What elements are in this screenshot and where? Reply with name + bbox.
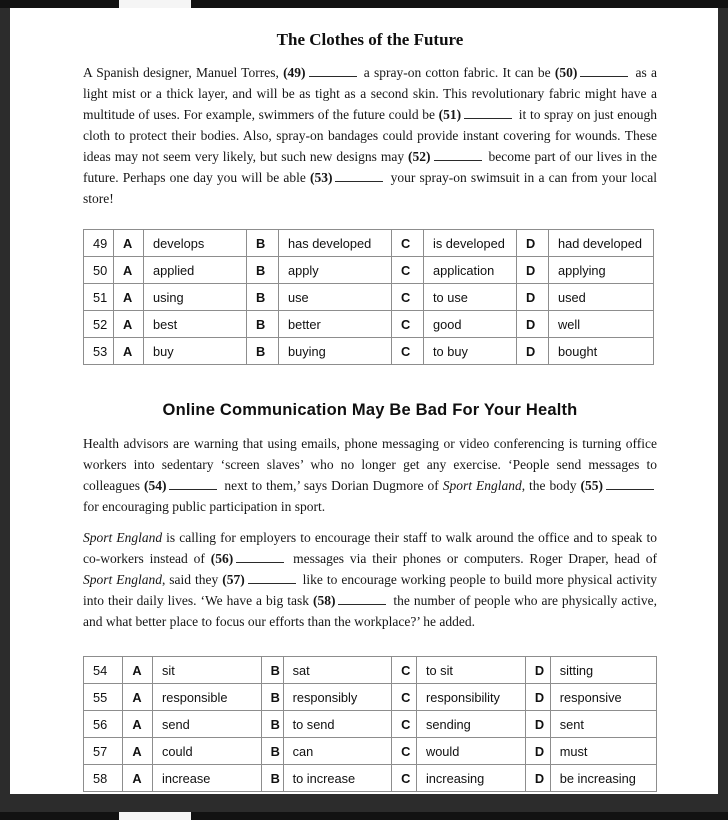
option-text: had developed xyxy=(549,230,654,257)
gap-number: (54) xyxy=(143,478,167,493)
passage1-title: The Clothes of the Future xyxy=(276,30,464,49)
option-text: to use xyxy=(424,284,517,311)
option-text: is developed xyxy=(424,230,517,257)
page-content xyxy=(83,8,657,792)
option-letter: A xyxy=(114,311,144,338)
passage-text-segment: , said they xyxy=(161,572,223,587)
option-letter: C xyxy=(392,230,424,257)
question-number: 50 xyxy=(84,257,114,284)
question-number: 49 xyxy=(84,230,114,257)
page-edge-tab-top xyxy=(119,0,191,8)
option-text: bought xyxy=(549,338,654,365)
passage-text-segment: like to encourage working people to build more physical activity into their daily lives. ‘We have a big task xyxy=(83,572,657,608)
options-table-2 xyxy=(83,656,657,792)
answer-blank xyxy=(338,594,386,605)
option-letter: A xyxy=(123,657,153,684)
question-number: 54 xyxy=(84,657,123,684)
option-text: send xyxy=(153,711,262,738)
option-row xyxy=(84,284,654,311)
option-letter: D xyxy=(525,657,550,684)
passage-text-segment: , the body xyxy=(521,478,581,493)
answer-blank xyxy=(335,171,383,182)
option-letter: C xyxy=(392,284,424,311)
option-letter: B xyxy=(247,230,279,257)
option-row xyxy=(84,684,657,711)
question-number: 52 xyxy=(84,311,114,338)
option-letter: B xyxy=(247,257,279,284)
page-edge-tab-bottom xyxy=(119,812,191,820)
question-number: 53 xyxy=(84,338,114,365)
answer-blank xyxy=(606,479,654,490)
question-number: 57 xyxy=(84,738,123,765)
option-letter: A xyxy=(123,684,153,711)
option-letter: A xyxy=(114,284,144,311)
passage-text-segment: the number of people who are physically active, and what better place to focus our efforts than the workplace?’ he added. xyxy=(83,593,657,629)
answer-blank xyxy=(434,150,482,161)
answer-blank xyxy=(248,573,296,584)
option-text: sent xyxy=(550,711,656,738)
option-row xyxy=(84,338,654,365)
option-row xyxy=(84,230,654,257)
option-letter: A xyxy=(123,765,153,792)
option-text: responsible xyxy=(153,684,262,711)
option-letter: D xyxy=(525,765,550,792)
option-letter: A xyxy=(123,711,153,738)
answer-blank xyxy=(464,108,512,119)
option-letter: B xyxy=(247,284,279,311)
passage-text-segment: your spray-on swimsuit in a can from your local store! xyxy=(83,170,657,206)
option-text: be increasing xyxy=(550,765,656,792)
gap-number: (56) xyxy=(210,551,234,566)
option-row xyxy=(84,738,657,765)
scan-edge-strip-bottom xyxy=(0,812,728,820)
answer-blank xyxy=(236,552,284,563)
passage-text-segment: Sport England xyxy=(442,478,522,493)
option-text: buy xyxy=(144,338,247,365)
option-text: must xyxy=(550,738,656,765)
option-text: to buy xyxy=(424,338,517,365)
passage-text-segment: A Spanish designer, Manuel Torres, xyxy=(83,65,284,80)
gap-number: (52) xyxy=(408,149,431,164)
passage1-text xyxy=(83,62,657,209)
options-table-2-body xyxy=(84,657,657,792)
option-letter: D xyxy=(517,284,549,311)
option-text: used xyxy=(549,284,654,311)
options-table-1-body xyxy=(84,230,654,365)
passage2-paragraph2 xyxy=(83,527,657,632)
option-text: use xyxy=(279,284,392,311)
option-row xyxy=(84,657,657,684)
option-letter: C xyxy=(392,711,417,738)
option-letter: D xyxy=(517,338,549,365)
gap-number: (58) xyxy=(312,593,336,608)
passage-text-segment: next to them,’ says Dorian Dugmore of xyxy=(220,478,443,493)
passage2-title: Online Communication May Be Bad For Your Health xyxy=(162,401,578,419)
option-letter: B xyxy=(261,684,283,711)
option-letter: A xyxy=(114,338,144,365)
passage-text-segment: Health advisors are warning that using emails, phone messaging or video conferencing is turning office workers into sedentary ‘screen slaves’ who no longer get any exercise. ‘People send messages to colleagues xyxy=(83,436,657,493)
option-text: applying xyxy=(549,257,654,284)
passage-text-segment: as a light mist or a thick layer, and will be as tight as a second skin. This revolutionary fabric might have a multitude of uses. For example, swimmers of the future could be xyxy=(83,65,657,122)
answer-blank xyxy=(309,66,357,77)
passage-text-segment: for encouraging public participation in sport. xyxy=(83,499,326,514)
option-letter: D xyxy=(517,230,549,257)
option-text: good xyxy=(424,311,517,338)
question-number: 51 xyxy=(84,284,114,311)
option-letter: B xyxy=(247,311,279,338)
answer-blank xyxy=(169,479,217,490)
option-letter: B xyxy=(247,338,279,365)
option-text: sitting xyxy=(550,657,656,684)
gap-number: (57) xyxy=(222,572,245,587)
passage-text-segment: Sport England xyxy=(83,530,163,545)
option-row xyxy=(84,765,657,792)
option-letter: D xyxy=(525,738,550,765)
option-letter: D xyxy=(517,311,549,338)
option-row xyxy=(84,711,657,738)
option-text: buying xyxy=(279,338,392,365)
passage-text-segment: become part of our lives in the future. Perhaps one day you will be able xyxy=(83,149,657,185)
passage-text-segment: a spray-on cotton fabric. It can be xyxy=(359,65,555,80)
option-text: increase xyxy=(153,765,262,792)
option-text: better xyxy=(279,311,392,338)
passage-text-segment: is calling for employers to encourage their staff to walk around the office and to speak to co-workers instead of xyxy=(83,530,657,566)
option-letter: C xyxy=(392,338,424,365)
question-number: 56 xyxy=(84,711,123,738)
gap-number: (51) xyxy=(438,107,462,122)
option-text: responsive xyxy=(550,684,656,711)
option-text: sending xyxy=(416,711,525,738)
option-letter: C xyxy=(392,657,417,684)
option-letter: C xyxy=(392,765,417,792)
option-text: using xyxy=(144,284,247,311)
option-letter: D xyxy=(517,257,549,284)
passage-text-segment: it to spray on just enough cloth to protect their bodies. Also, spray-on bandages could provide instant covering for wounds. These ideas may not seem very likely, but such new designs may xyxy=(83,107,657,164)
question-number: 58 xyxy=(84,765,123,792)
gap-number: (50) xyxy=(554,65,578,80)
option-text: would xyxy=(416,738,525,765)
option-letter: C xyxy=(392,738,417,765)
option-text: has developed xyxy=(279,230,392,257)
option-text: increasing xyxy=(416,765,525,792)
option-text: to increase xyxy=(283,765,392,792)
option-text: develops xyxy=(144,230,247,257)
scanned-exam-page xyxy=(10,8,718,794)
passage-text-segment: messages via their phones or computers. Roger Draper, head of xyxy=(287,551,657,566)
option-letter: A xyxy=(114,230,144,257)
option-letter: B xyxy=(261,711,283,738)
option-letter: D xyxy=(525,711,550,738)
question-number: 55 xyxy=(84,684,123,711)
option-text: apply xyxy=(279,257,392,284)
option-letter: A xyxy=(114,257,144,284)
option-text: applied xyxy=(144,257,247,284)
option-letter: B xyxy=(261,657,283,684)
option-letter: D xyxy=(525,684,550,711)
answer-blank xyxy=(580,66,628,77)
gap-number: (53) xyxy=(309,170,333,185)
option-text: well xyxy=(549,311,654,338)
option-text: to sit xyxy=(416,657,525,684)
option-row xyxy=(84,311,654,338)
option-text: responsibly xyxy=(283,684,392,711)
option-text: sat xyxy=(283,657,392,684)
option-text: best xyxy=(144,311,247,338)
scan-edge-strip-top xyxy=(0,0,728,8)
option-letter: B xyxy=(261,738,283,765)
options-table-1 xyxy=(83,229,654,365)
option-letter: A xyxy=(123,738,153,765)
option-letter: C xyxy=(392,684,417,711)
option-text: can xyxy=(283,738,392,765)
option-letter: C xyxy=(392,311,424,338)
option-row xyxy=(84,257,654,284)
option-text: responsibility xyxy=(416,684,525,711)
option-text: sit xyxy=(153,657,262,684)
passage-text-segment: Sport England xyxy=(83,572,162,587)
option-letter: B xyxy=(261,765,283,792)
option-text: could xyxy=(153,738,262,765)
option-text: application xyxy=(424,257,517,284)
passage2-paragraph1 xyxy=(83,433,657,517)
gap-number: (49) xyxy=(283,65,306,80)
option-text: to send xyxy=(283,711,392,738)
gap-number: (55) xyxy=(580,478,603,493)
option-letter: C xyxy=(392,257,424,284)
